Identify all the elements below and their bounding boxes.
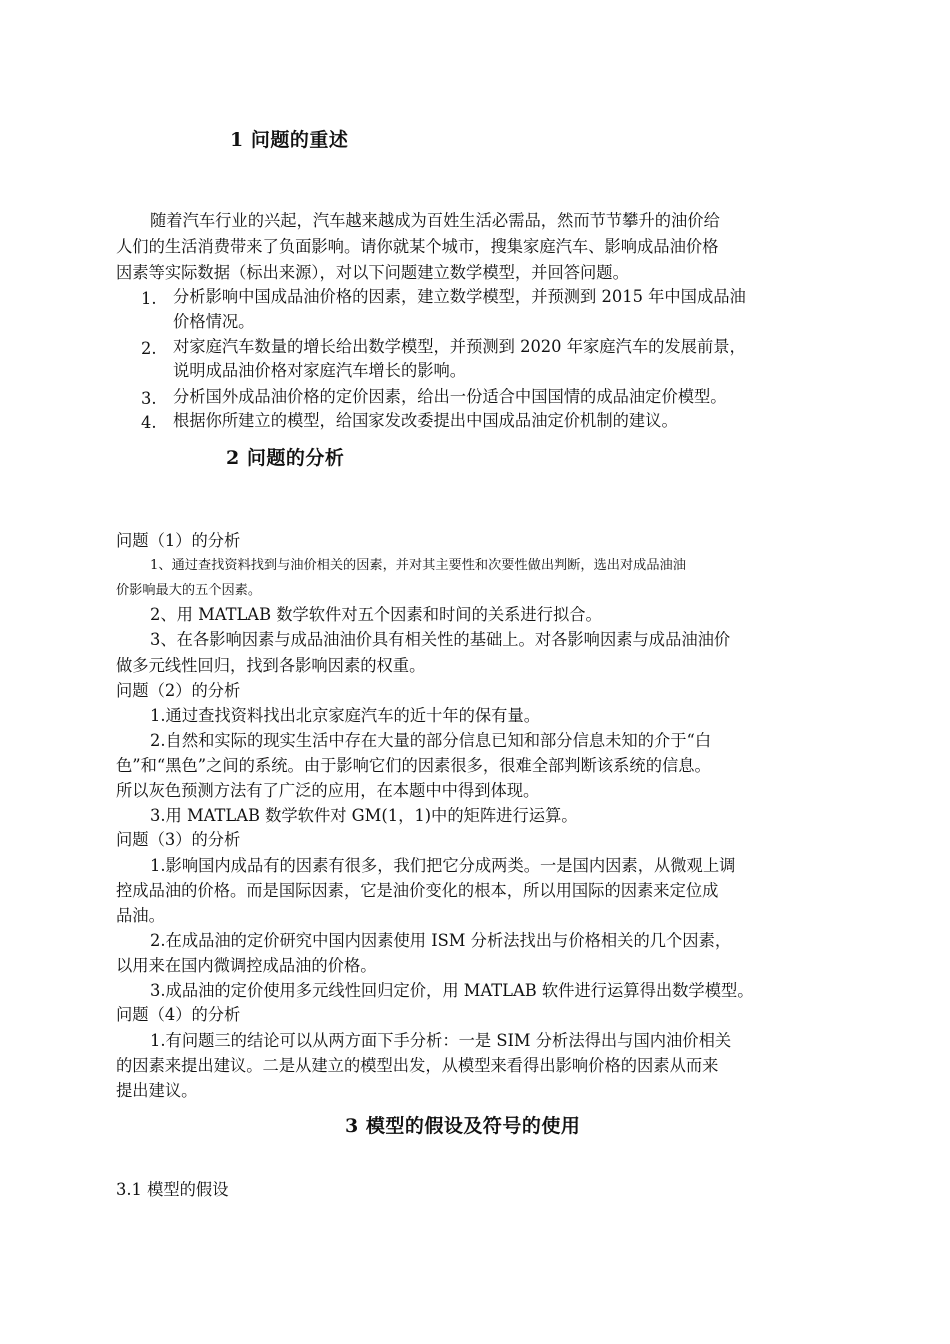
question-2-para-line: 3.用 MATLAB 数学软件对 GM(1，1)中的矩阵进行运算。 bbox=[150, 806, 578, 825]
question-3-para-line: 3.成品油的定价使用多元线性回归定价，用 MATLAB 软件进行运算得出数学模型。 bbox=[150, 981, 754, 1000]
question-1-para-line: 3、在各影响因素与成品油油价具有相关性的基础上。对各影响因素与成品油油价 bbox=[150, 630, 731, 649]
section-1-para-line: 随着汽车行业的兴起，汽车越来越成为百姓生活必需品，然而节节攀升的油价给 bbox=[150, 211, 720, 230]
question-4-heading: 问题（4）的分析 bbox=[116, 1005, 241, 1024]
question-4-para-line: 1.有问题三的结论可以从两方面下手分析：一是 SIM 分析法得出与国内油价相关 bbox=[150, 1031, 732, 1050]
list-number: 3. bbox=[141, 389, 157, 408]
question-1-heading: 问题（1）的分析 bbox=[116, 531, 241, 550]
question-4-para-line: 的因素来提出建议。二是从建立的模型出发，从模型来看得出影响价格的因素从而来 bbox=[116, 1056, 719, 1075]
question-2-heading: 问题（2）的分析 bbox=[116, 681, 241, 700]
list-item-line: 根据你所建立的模型，给国家发改委提出中国成品油定价机制的建议。 bbox=[173, 411, 678, 430]
list-number: 2. bbox=[141, 339, 157, 358]
question-3-para-line: 品油。 bbox=[116, 906, 165, 925]
question-2-para-line: 色”和“黑色”之间的系统。由于影响它们的因素很多，很难全部判断该系统的信息。 bbox=[116, 756, 711, 775]
section-3-title: 3 模型的假设及符号的使用 bbox=[345, 1115, 581, 1137]
question-1-para-line: 2、用 MATLAB 数学软件对五个因素和时间的关系进行拟合。 bbox=[150, 605, 602, 624]
question-2-para-line: 1.通过查找资料找出北京家庭汽车的近十年的保有量。 bbox=[150, 706, 541, 725]
section-1-para-line: 人们的生活消费带来了负面影响。请你就某个城市，搜集家庭汽车、影响成品油价格 bbox=[116, 237, 719, 256]
question-1-para-line: 1、通过查找资料找到与油价相关的因素，并对其主要性和次要性做出判断，选出对成品油油 bbox=[150, 558, 686, 573]
section-2-title: 2 问题的分析 bbox=[226, 447, 345, 469]
question-3-para-line: 1.影响国内成品有的因素有很多，我们把它分成两类。一是国内因素，从微观上调 bbox=[150, 856, 736, 875]
list-number: 4. bbox=[141, 413, 157, 432]
list-item-line: 对家庭汽车数量的增长给出数学模型，并预测到 2020 年家庭汽车的发展前景， bbox=[173, 337, 746, 356]
list-item-line: 价格情况。 bbox=[173, 312, 255, 331]
question-3-para-line: 以用来在国内微调控成品油的价格。 bbox=[116, 956, 377, 975]
subsection-3-1-title: 3.1 模型的假设 bbox=[116, 1180, 229, 1199]
section-1-para-line: 因素等实际数据（标出来源），对以下问题建立数学模型，并回答问题。 bbox=[116, 263, 629, 282]
list-item-line: 分析国外成品油价格的定价因素，给出一份适合中国国情的成品油定价模型。 bbox=[173, 387, 727, 406]
question-1-para-line: 做多元线性回归，找到各影响因素的权重。 bbox=[116, 656, 426, 675]
question-3-para-line: 2.在成品油的定价研究中国内因素使用 ISM 分析法找出与价格相关的几个因素， bbox=[150, 931, 732, 950]
question-1-para-line: 价影响最大的五个因素。 bbox=[116, 583, 262, 598]
question-2-para-line: 2.自然和实际的现实生活中存在大量的部分信息已知和部分信息未知的介于“白 bbox=[150, 731, 712, 750]
list-item-line: 说明成品油价格对家庭汽车增长的影响。 bbox=[173, 361, 467, 380]
list-item-line: 分析影响中国成品油价格的因素，建立数学模型，并预测到 2015 年中国成品油 bbox=[173, 287, 746, 306]
question-2-para-line: 所以灰色预测方法有了广泛的应用，在本题中中得到体现。 bbox=[116, 781, 540, 800]
question-4-para-line: 提出建议。 bbox=[116, 1081, 198, 1100]
section-1-title: 1 问题的重述 bbox=[230, 129, 349, 151]
question-3-heading: 问题（3）的分析 bbox=[116, 830, 241, 849]
list-number: 1. bbox=[141, 289, 157, 308]
question-3-para-line: 控成品油的价格。而是国际因素，它是油价变化的根本，所以用国际的因素来定位成 bbox=[116, 881, 719, 900]
